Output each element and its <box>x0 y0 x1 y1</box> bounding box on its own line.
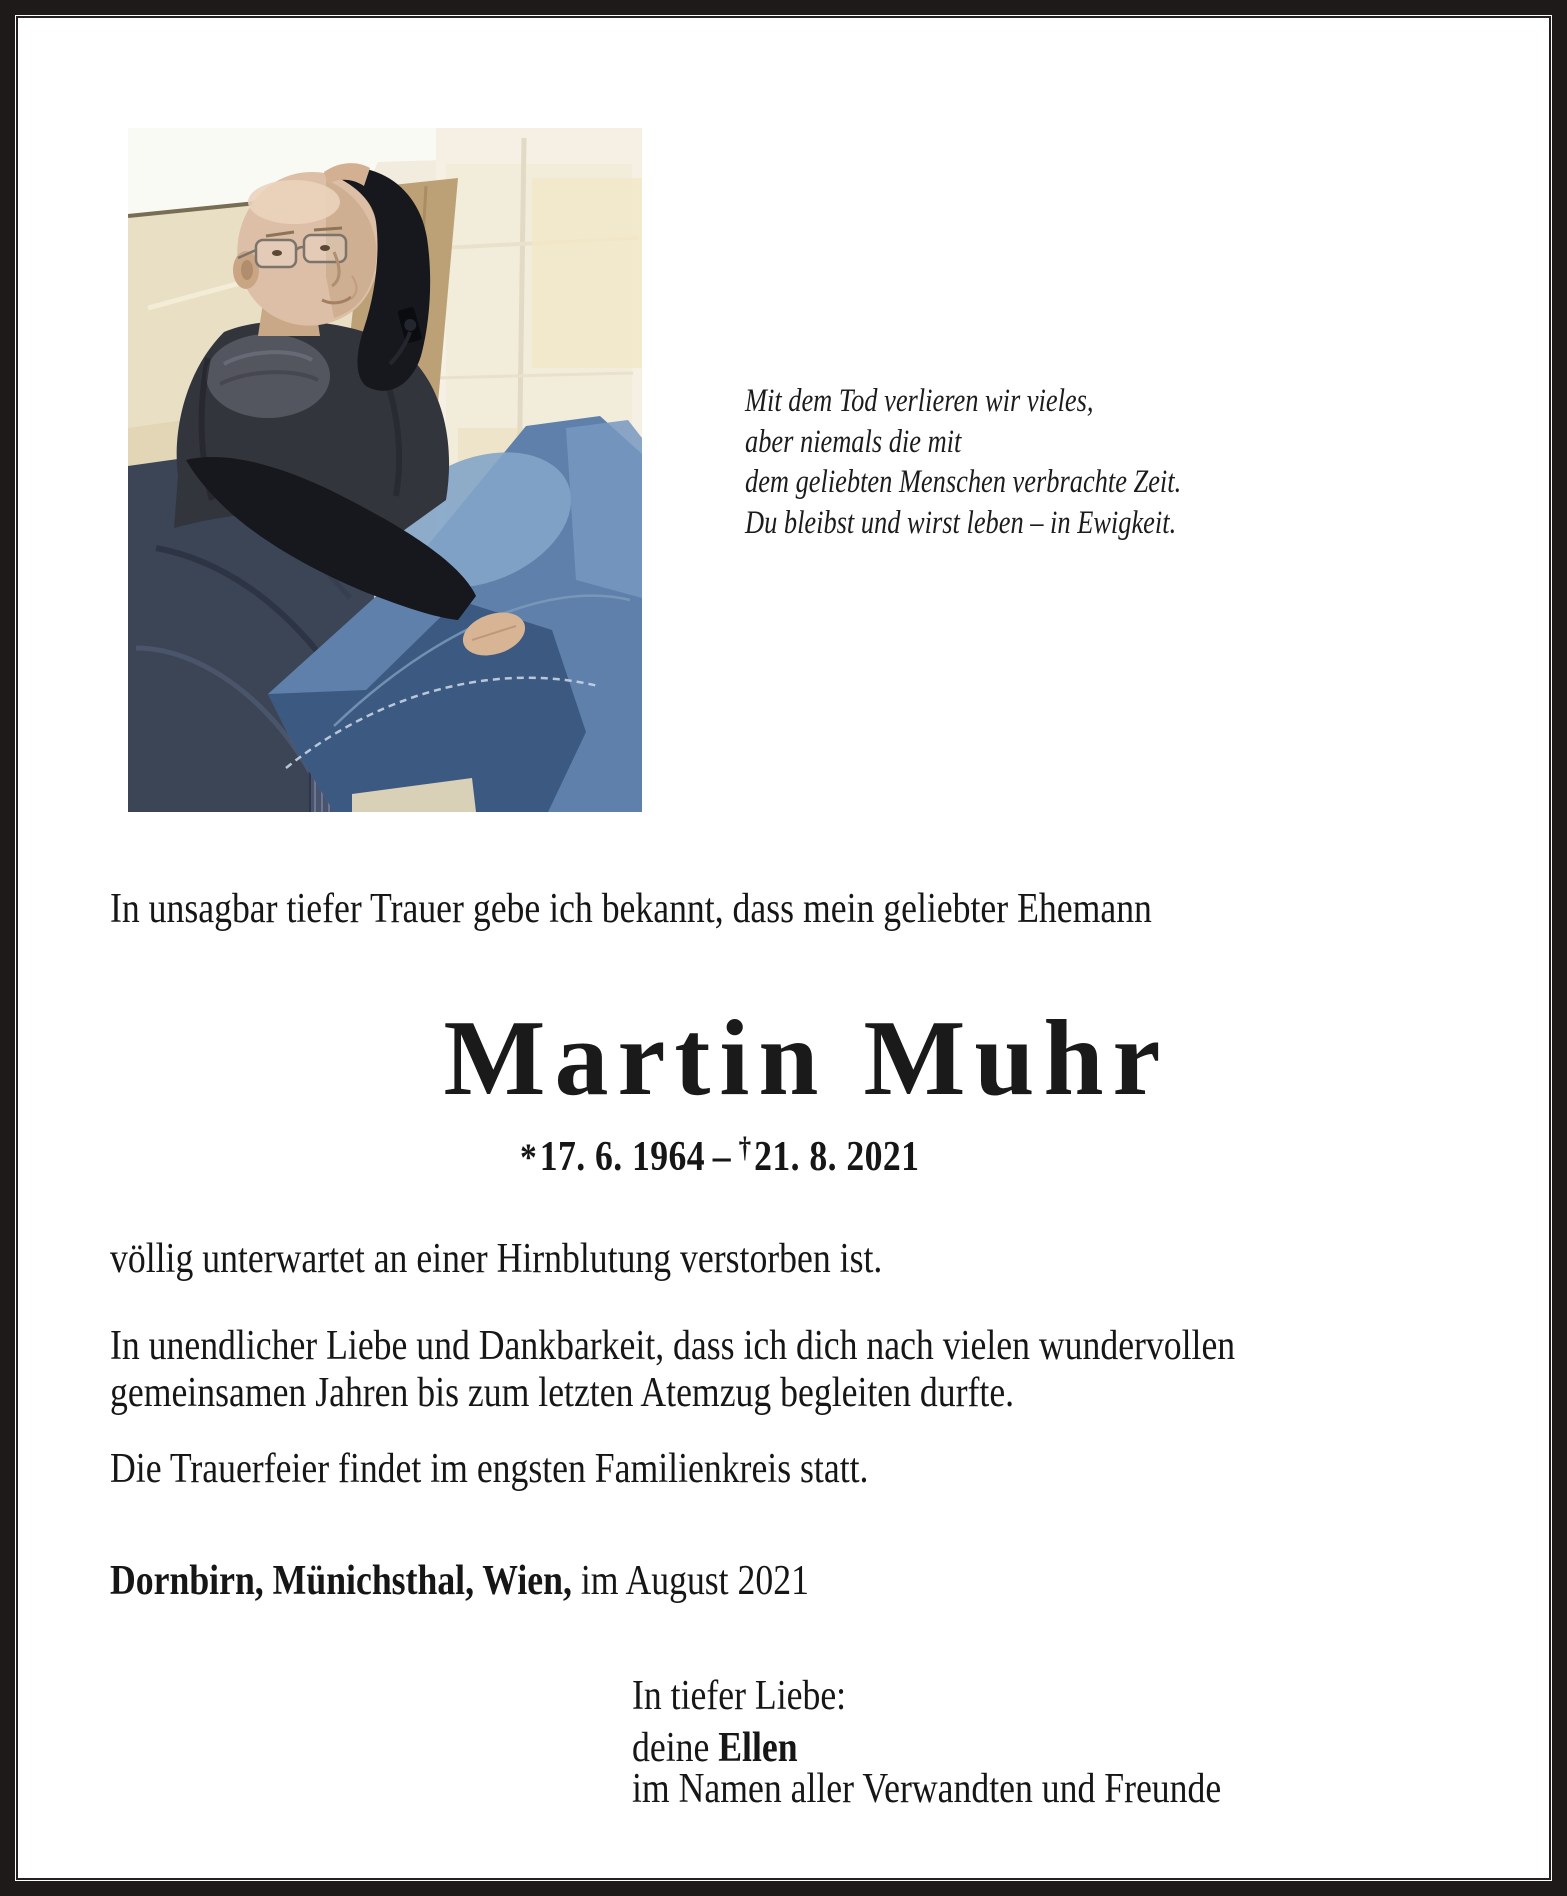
portrait-photo <box>128 128 642 812</box>
signer-prefix: deine <box>632 1725 710 1771</box>
deceased-name: Martin Muhr <box>443 999 1170 1118</box>
date-separator: – <box>712 1134 731 1181</box>
birth-star-symbol: * <box>520 1135 538 1180</box>
location-date: im August 2021 <box>580 1558 809 1604</box>
verse-line: aber niemals die mit <box>745 423 962 460</box>
signer-name: Ellen <box>718 1725 798 1771</box>
birth-date: 17. 6. 1964 <box>539 1134 706 1181</box>
closing-signer <box>632 1725 1221 1771</box>
death-cross-symbol: † <box>738 1132 752 1164</box>
dates-line <box>520 1132 919 1181</box>
verse-line: Du bleibst und wirst leben – in Ewigkeit. <box>745 504 1177 541</box>
closing-block <box>632 1673 1222 1812</box>
paragraph-funeral: Die Trauerfeier findet im engsten Familienkreis statt. <box>110 1446 869 1492</box>
paragraph-gratitude-line: In unendlicher Liebe und Dankbarkeit, dass ich dich nach vielen wundervollen <box>110 1323 1236 1369</box>
portrait-photo-svg <box>128 128 642 812</box>
paragraph-gratitude-line: gemeinsamen Jahren bis zum letzten Atemzug begleiten durfte. <box>110 1370 1015 1416</box>
paragraph-gratitude <box>110 1323 1235 1417</box>
memorial-verse <box>745 381 1181 543</box>
closing-on-behalf: im Namen aller Verwandten und Freunde <box>632 1766 1222 1812</box>
verse-line: dem geliebten Menschen verbrachte Zeit. <box>745 464 1182 500</box>
death-date: 21. 8. 2021 <box>754 1134 920 1181</box>
announcement-intro: In unsagbar tiefer Trauer gebe ich bekannt, dass mein geliebter Ehemann <box>110 886 1152 932</box>
location-line <box>110 1558 809 1605</box>
paragraph-cause: völlig unterwartet an einer Hirnblutung verstorben ist. <box>110 1236 883 1282</box>
verse-line: Mit dem Tod verlieren wir vieles, <box>745 383 1094 419</box>
location-places: Dornbirn, Münichsthal, Wien, <box>110 1558 572 1604</box>
closing-salutation: In tiefer Liebe: <box>632 1673 847 1719</box>
